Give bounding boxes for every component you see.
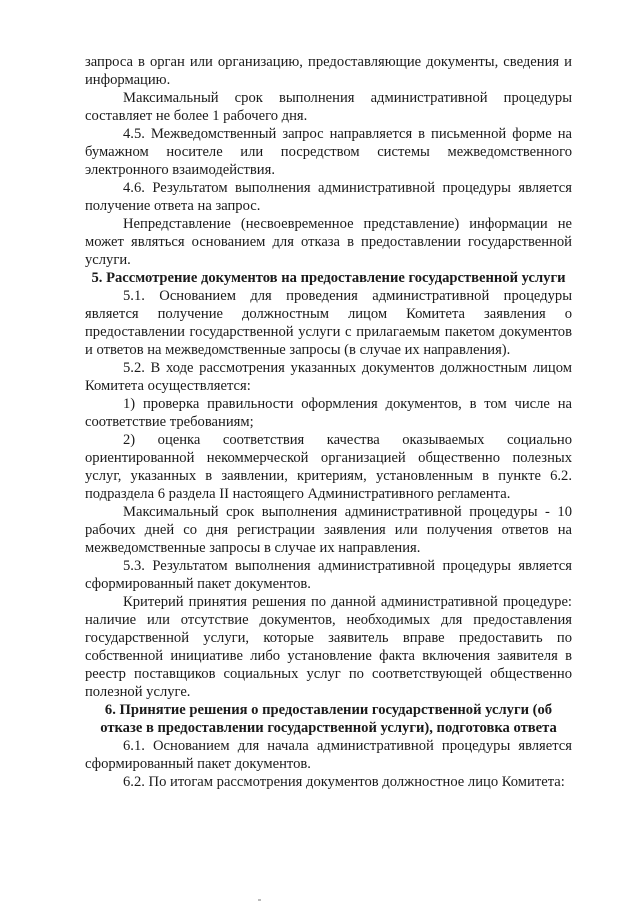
- list-item-2: 2) оценка соответствия качества оказываемых социально ориентированной некоммерческой организацией общественно полезных услуг, указанных в заявлении, критериям, установленным в пункте 6.2. подраздела 6 раздела II настоящего Административного регламента.: [85, 432, 572, 502]
- paragraph-6-2: 6.2. По итогам рассмотрения документов должностное лицо Комитета:: [123, 774, 565, 790]
- paragraph-max-term-1-day: Максимальный срок выполнения административной процедуры составляет не более 1 рабочего дня.: [85, 90, 572, 124]
- paragraph-max-term-10-days: Максимальный срок выполнения административной процедуры - 10 рабочих дней со дня регистрации заявления или получения ответов на межведомственные запросы в случае их направления.: [85, 504, 572, 556]
- paragraph-5-2: 5.2. В ходе рассмотрения указанных документов должностным лицом Комитета осуществляется:: [85, 360, 572, 394]
- scan-speck: [258, 899, 261, 901]
- paragraph-5-3: 5.3. Результатом выполнения административной процедуры является сформированный пакет документов.: [85, 558, 572, 592]
- section-6-heading: 6. Принятие решения о предоставлении государственной услуги (об отказе в предоставлении государственной услуги), подготовка ответа: [100, 702, 557, 736]
- paragraph-5-1: 5.1. Основанием для проведения административной процедуры является получение должностным лицом Комитета заявления о предоставлении государственной услуги с прилагаемым пакетом документов и ответов на межведомственные запросы (в случае их направления).: [85, 288, 572, 358]
- paragraph-4-6: 4.6. Результатом выполнения административной процедуры является получение ответа на запрос.: [85, 180, 572, 214]
- paragraph-non-submission: Непредставление (несвоевременное представление) информации не может являться основанием для отказа в предоставлении государственной услуги.: [85, 216, 572, 268]
- section-5-heading: 5. Рассмотрение документов на предоставление государственной услуги: [91, 270, 566, 286]
- paragraph-decision-criterion: Критерий принятия решения по данной административной процедуре: наличие или отсутствие документов, необходимых для предоставления государственной услуги, которые заявитель вправе предоставить по собственной инициативе либо установление факта включения заявителя в реестр поставщиков социальных услуг по соответствующей общественно полезной услуге.: [85, 594, 572, 700]
- paragraph-6-1: 6.1. Основанием для начала административной процедуры является сформированный пакет документов.: [85, 738, 572, 772]
- paragraph-request-continuation: запроса в орган или организацию, предоставляющие документы, сведения и информацию.: [85, 54, 572, 88]
- list-item-1: 1) проверка правильности оформления документов, в том числе на соответствие требованиям;: [85, 396, 572, 430]
- paragraph-4-5: 4.5. Межведомственный запрос направляется в письменной форме на бумажном носителе или посредством системы межведомственного электронного взаимодействия.: [85, 126, 572, 178]
- document-page: [85, 53, 572, 791]
